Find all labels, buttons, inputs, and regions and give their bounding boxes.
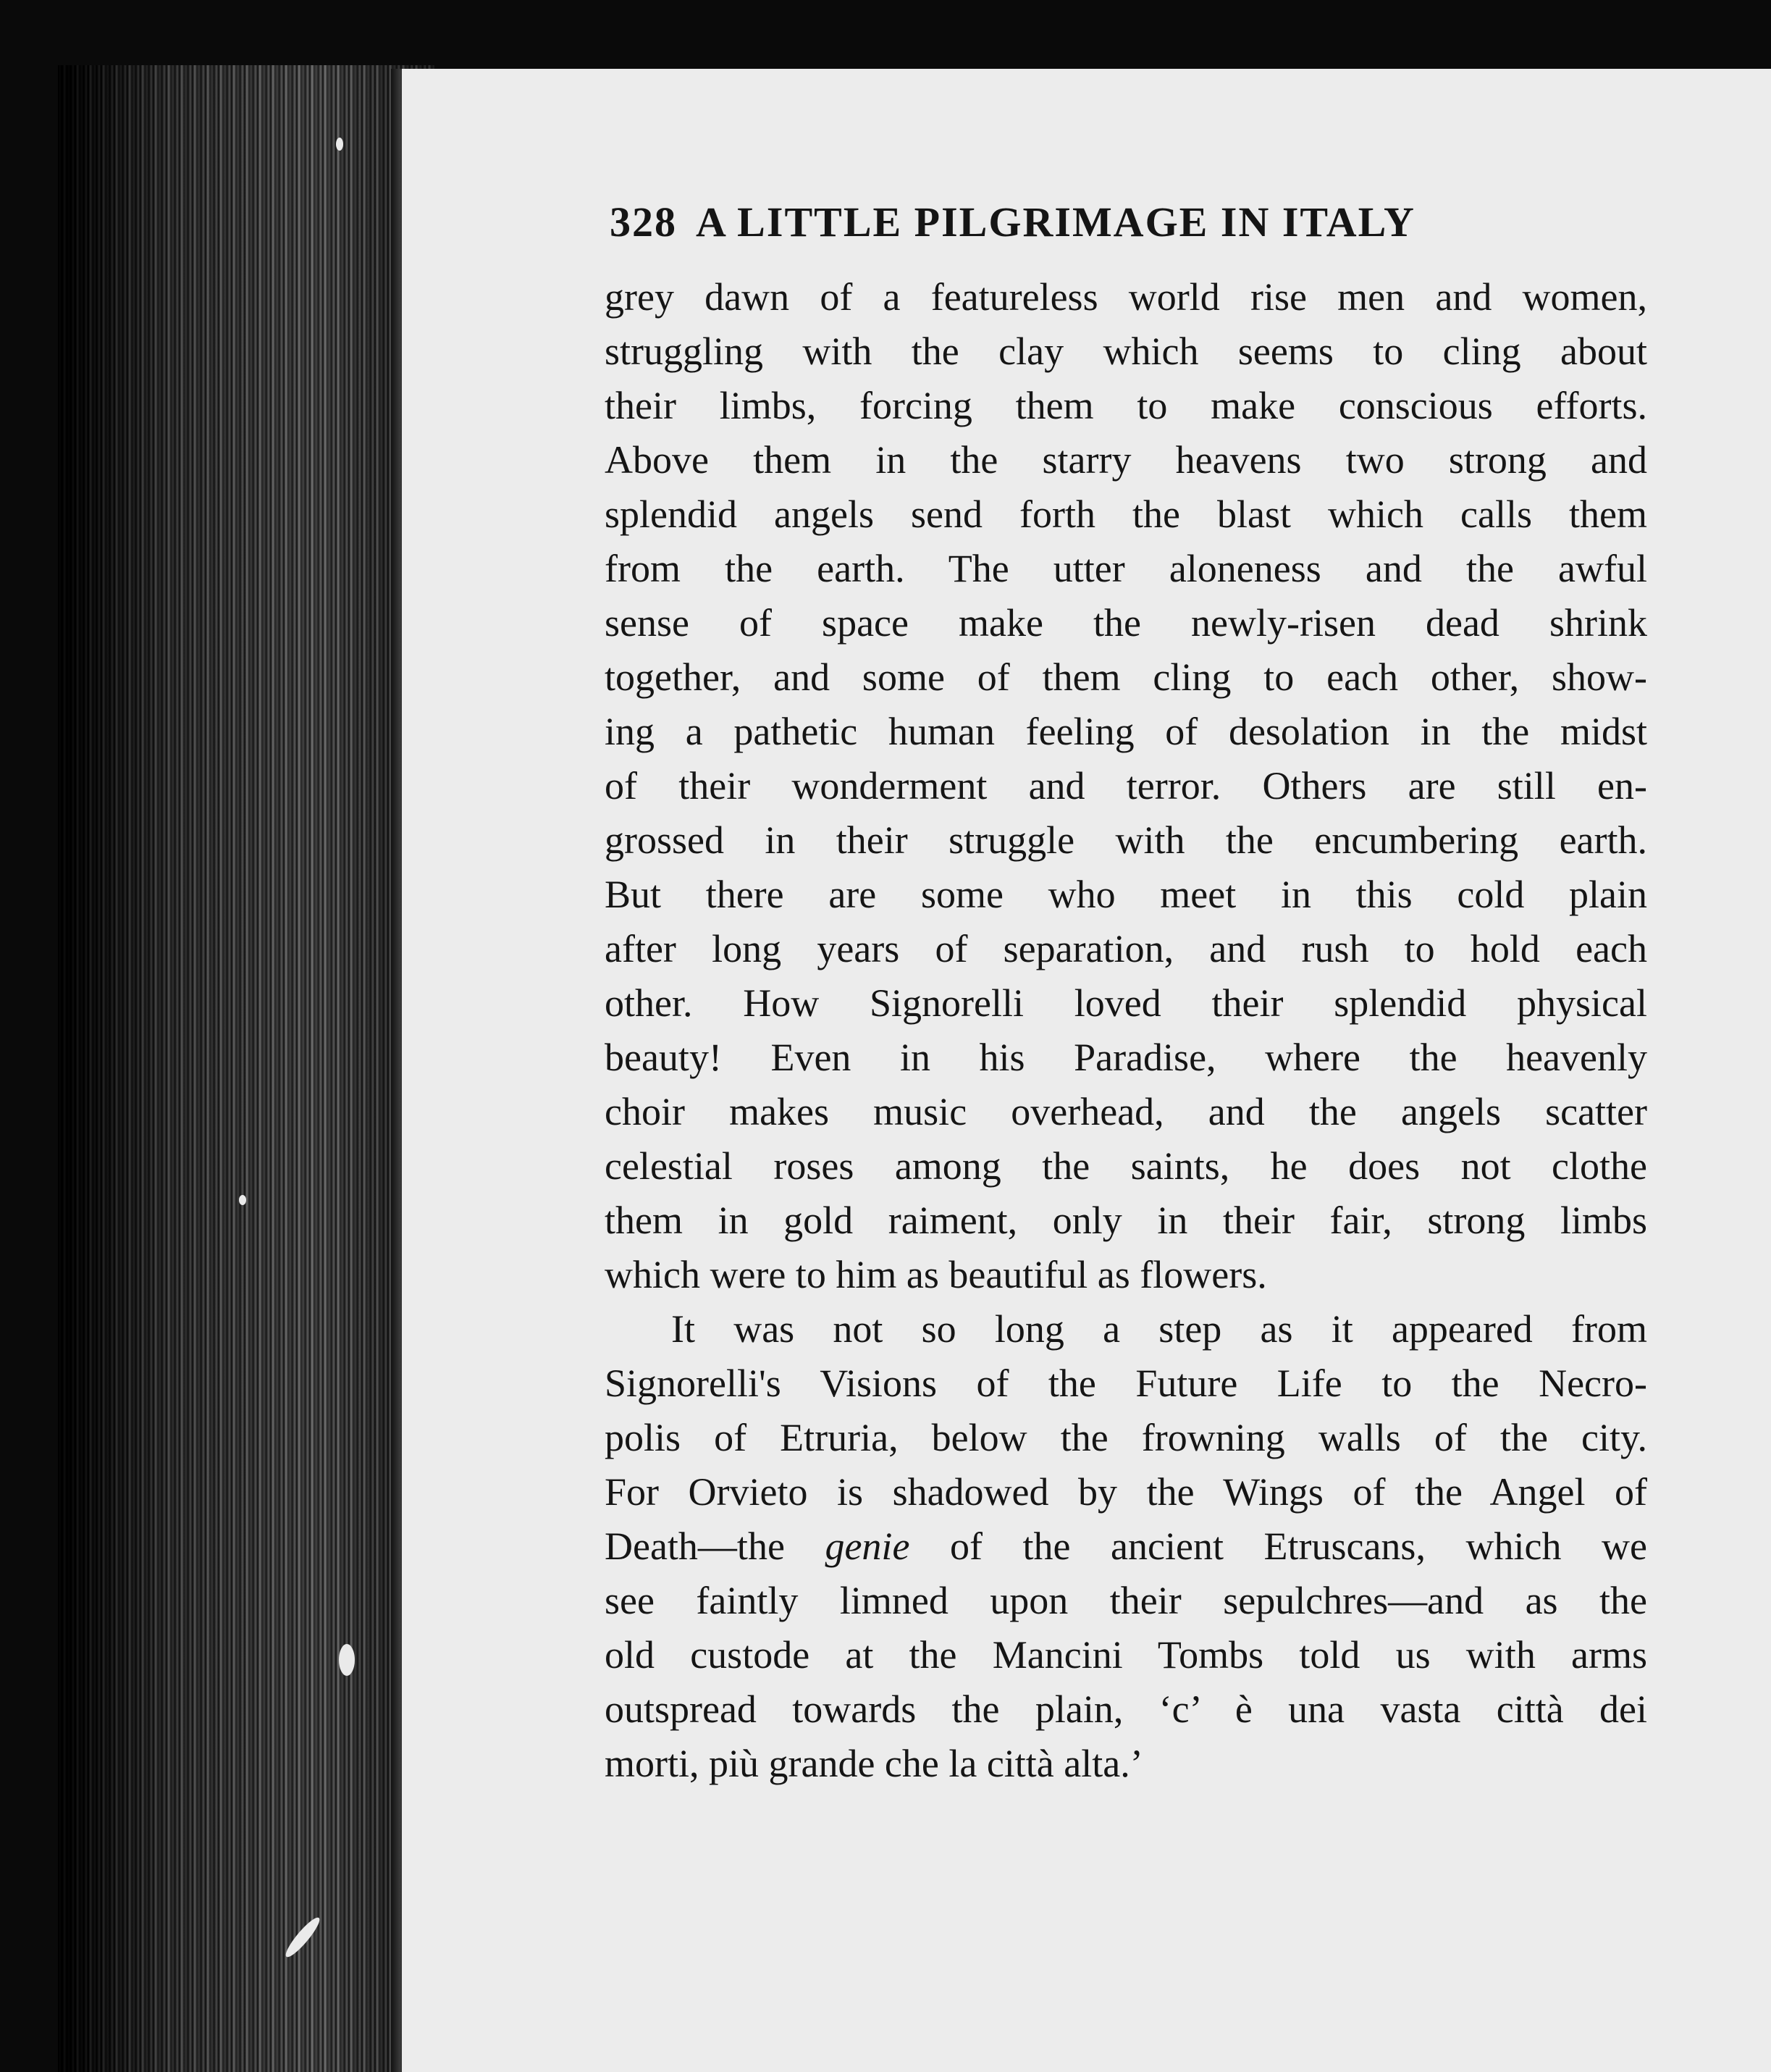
text-line: choir makes music overhead, and the angels scatter [605, 1090, 1647, 1133]
dust-speck [339, 1644, 355, 1676]
italic-word: genie [825, 1524, 910, 1568]
text-line: them in gold raiment, only in their fair, strong limbs [605, 1199, 1647, 1242]
text-line: after long years of separation, and rush to hold each [605, 927, 1647, 970]
text-line: see faintly limned upon their sepulchres—and as the [605, 1579, 1647, 1622]
book-page-edges [58, 65, 434, 2072]
page-number: 328 [610, 198, 677, 246]
text-line: Above them in the starry heavens two strong and [605, 438, 1647, 482]
paragraph-1 [605, 270, 1647, 1302]
text-line: of their wonderment and terror. Others are still en- [605, 764, 1647, 808]
text-line: It was not so long a step as it appeared from [671, 1307, 1647, 1351]
dust-speck [239, 1195, 246, 1205]
book-title: A LITTLE PILGRIMAGE IN ITALY [696, 198, 1415, 246]
text-line: other. How Signorelli loved their splendid physical [605, 981, 1647, 1025]
text-line: beauty! Even in his Paradise, where the heavenly [605, 1036, 1647, 1079]
text-line: ing a pathetic human feeling of desolation in the midst [605, 710, 1647, 753]
text-line: Death—the genie of the ancient Etruscans, which we [605, 1524, 1648, 1568]
text-line: morti, più grande che la città alta.’ [605, 1742, 1143, 1785]
text-line: celestial roses among the saints, he does not clothe [605, 1144, 1647, 1188]
printed-page [402, 69, 1771, 2072]
text-line: together, and some of them cling to each other, show- [605, 655, 1647, 699]
text-line: struggling with the clay which seems to cling about [605, 330, 1647, 373]
text-line: grossed in their struggle with the encumbering earth. [605, 818, 1647, 862]
text-line: polis of Etruria, below the frowning walls of the city. [605, 1416, 1647, 1459]
text-line: Signorelli's Visions of the Future Life to the Necro- [605, 1362, 1647, 1405]
text-line: outspread towards the plain, ‘c’ è una vasta città dei [605, 1687, 1647, 1731]
text-line: grey dawn of a featureless world rise men and women, [605, 275, 1647, 319]
dust-speck [336, 138, 343, 151]
text-line: sense of space make the newly-risen dead shrink [605, 601, 1647, 645]
text-line: But there are some who meet in this cold plain [605, 873, 1647, 916]
text-line: For Orvieto is shadowed by the Wings of the Angel of [605, 1470, 1647, 1514]
body-text [605, 270, 1647, 1791]
paragraph-2 [605, 1302, 1647, 1791]
text-line: which were to him as beautiful as flowers. [605, 1253, 1267, 1296]
text-line: from the earth. The utter aloneness and the awful [605, 547, 1647, 590]
running-head [610, 198, 1623, 246]
text-line: splendid angels send forth the blast which calls them [605, 492, 1647, 536]
text-line: their limbs, forcing them to make conscious efforts. [605, 384, 1647, 427]
text-line: old custode at the Mancini Tombs told us with arms [605, 1633, 1647, 1677]
